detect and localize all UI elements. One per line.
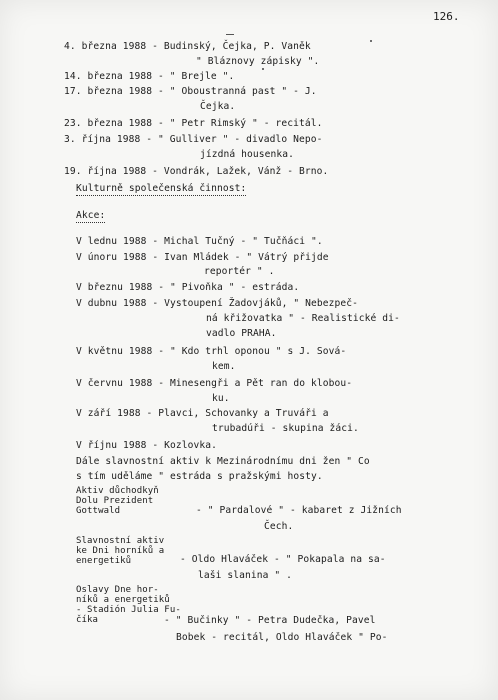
text-line: Dolu Prezident: [76, 496, 154, 506]
text-line: laši slanina " .: [198, 570, 293, 581]
text-line: V únoru 1988 - Ivan Mládek - " Vátrý přijde: [76, 252, 329, 263]
text-line: ná křižovatka " - Realistické di-: [206, 313, 400, 324]
text-line: reportér " .: [204, 266, 275, 277]
text-line: kem.: [212, 361, 236, 372]
text-line: - Oldo Hlaváček - " Pokapala na sa-: [180, 554, 386, 565]
text-line: V říjnu 1988 - Kozlovka.: [76, 440, 218, 451]
text-line: jízdná housenka.: [200, 149, 295, 160]
text-line: V červnu 1988 - Minesengři a Pět ran do klobou-: [76, 378, 353, 389]
text-line: ke Dni horníků a: [76, 546, 165, 556]
text-line: energetiků: [76, 556, 132, 566]
scan-speck: [262, 68, 264, 70]
text-line: " Bláznovy zápisky ".: [196, 56, 320, 67]
text-line: Bobek - recitál, Oldo Hlaváček " Po-: [176, 632, 388, 643]
text-line: trubadúři - skupina žáci.: [212, 423, 359, 434]
text-line: 3. října 1988 - " Gulliver " - divadlo Nepo-: [64, 134, 323, 145]
text-line: níků a energetiků: [76, 595, 170, 605]
text-line: 19. října 1988 - Vondrák, Lažek, Vánž - Brno.: [64, 166, 329, 177]
text-line: V březnu 1988 - " Pivoňka " - estráda.: [76, 282, 300, 293]
text-line: V lednu 1988 - Michal Tučný - " Tučňáci ".: [76, 236, 323, 247]
text-line: 14. března 1988 - " Brejle ".: [64, 71, 235, 82]
text-line: vadlo PRAHA.: [206, 328, 277, 339]
text-line: Oslavy Dne hor-: [76, 585, 159, 595]
text-line: Čech.: [264, 521, 294, 532]
text-line: Aktiv důchodkyň: [76, 486, 159, 496]
page-number: 126.: [433, 10, 460, 23]
text-line: V září 1988 - Plavci, Schovanky a Truváři a: [76, 408, 329, 419]
text-line: Čejka.: [200, 101, 236, 112]
text-line: s tím uděláme " estráda s pražskými hosty.: [76, 471, 323, 482]
text-line: - " Bučinky " - Petra Dudečka, Pavel: [164, 615, 376, 626]
subsection-heading: Akce:: [76, 210, 106, 221]
margin-mark: [226, 34, 234, 35]
text-line: Dále slavnostní aktiv k Mezinárodnímu dni žen " Co: [76, 456, 370, 467]
text-line: ku.: [212, 393, 230, 404]
text-line: číka: [76, 615, 99, 625]
text-line: Gottwald: [76, 506, 121, 516]
text-line: 4. března 1988 - Budinský, Čejka, P. Vaněk: [64, 41, 311, 52]
text-line: 23. března 1988 - " Petr Rimský " - recitál.: [64, 118, 323, 129]
text-line: V dubnu 1988 - Vystoupení Žadovjáků, " Nebezpeč-: [76, 298, 359, 309]
section-heading: Kulturně společenská činnost:: [76, 183, 247, 194]
text-line: V květnu 1988 - " Kdo trhl oponou " s J. Sová-: [76, 346, 347, 357]
text-line: 17. března 1988 - " Oboustranná past " - J.: [64, 86, 317, 97]
text-line: - " Pardalové " - kabaret z Jižních: [196, 505, 402, 516]
text-line: - Stadión Julia Fu-: [76, 605, 181, 615]
text-line: Slavnostní aktiv: [76, 536, 165, 546]
scan-speck: [370, 40, 372, 42]
